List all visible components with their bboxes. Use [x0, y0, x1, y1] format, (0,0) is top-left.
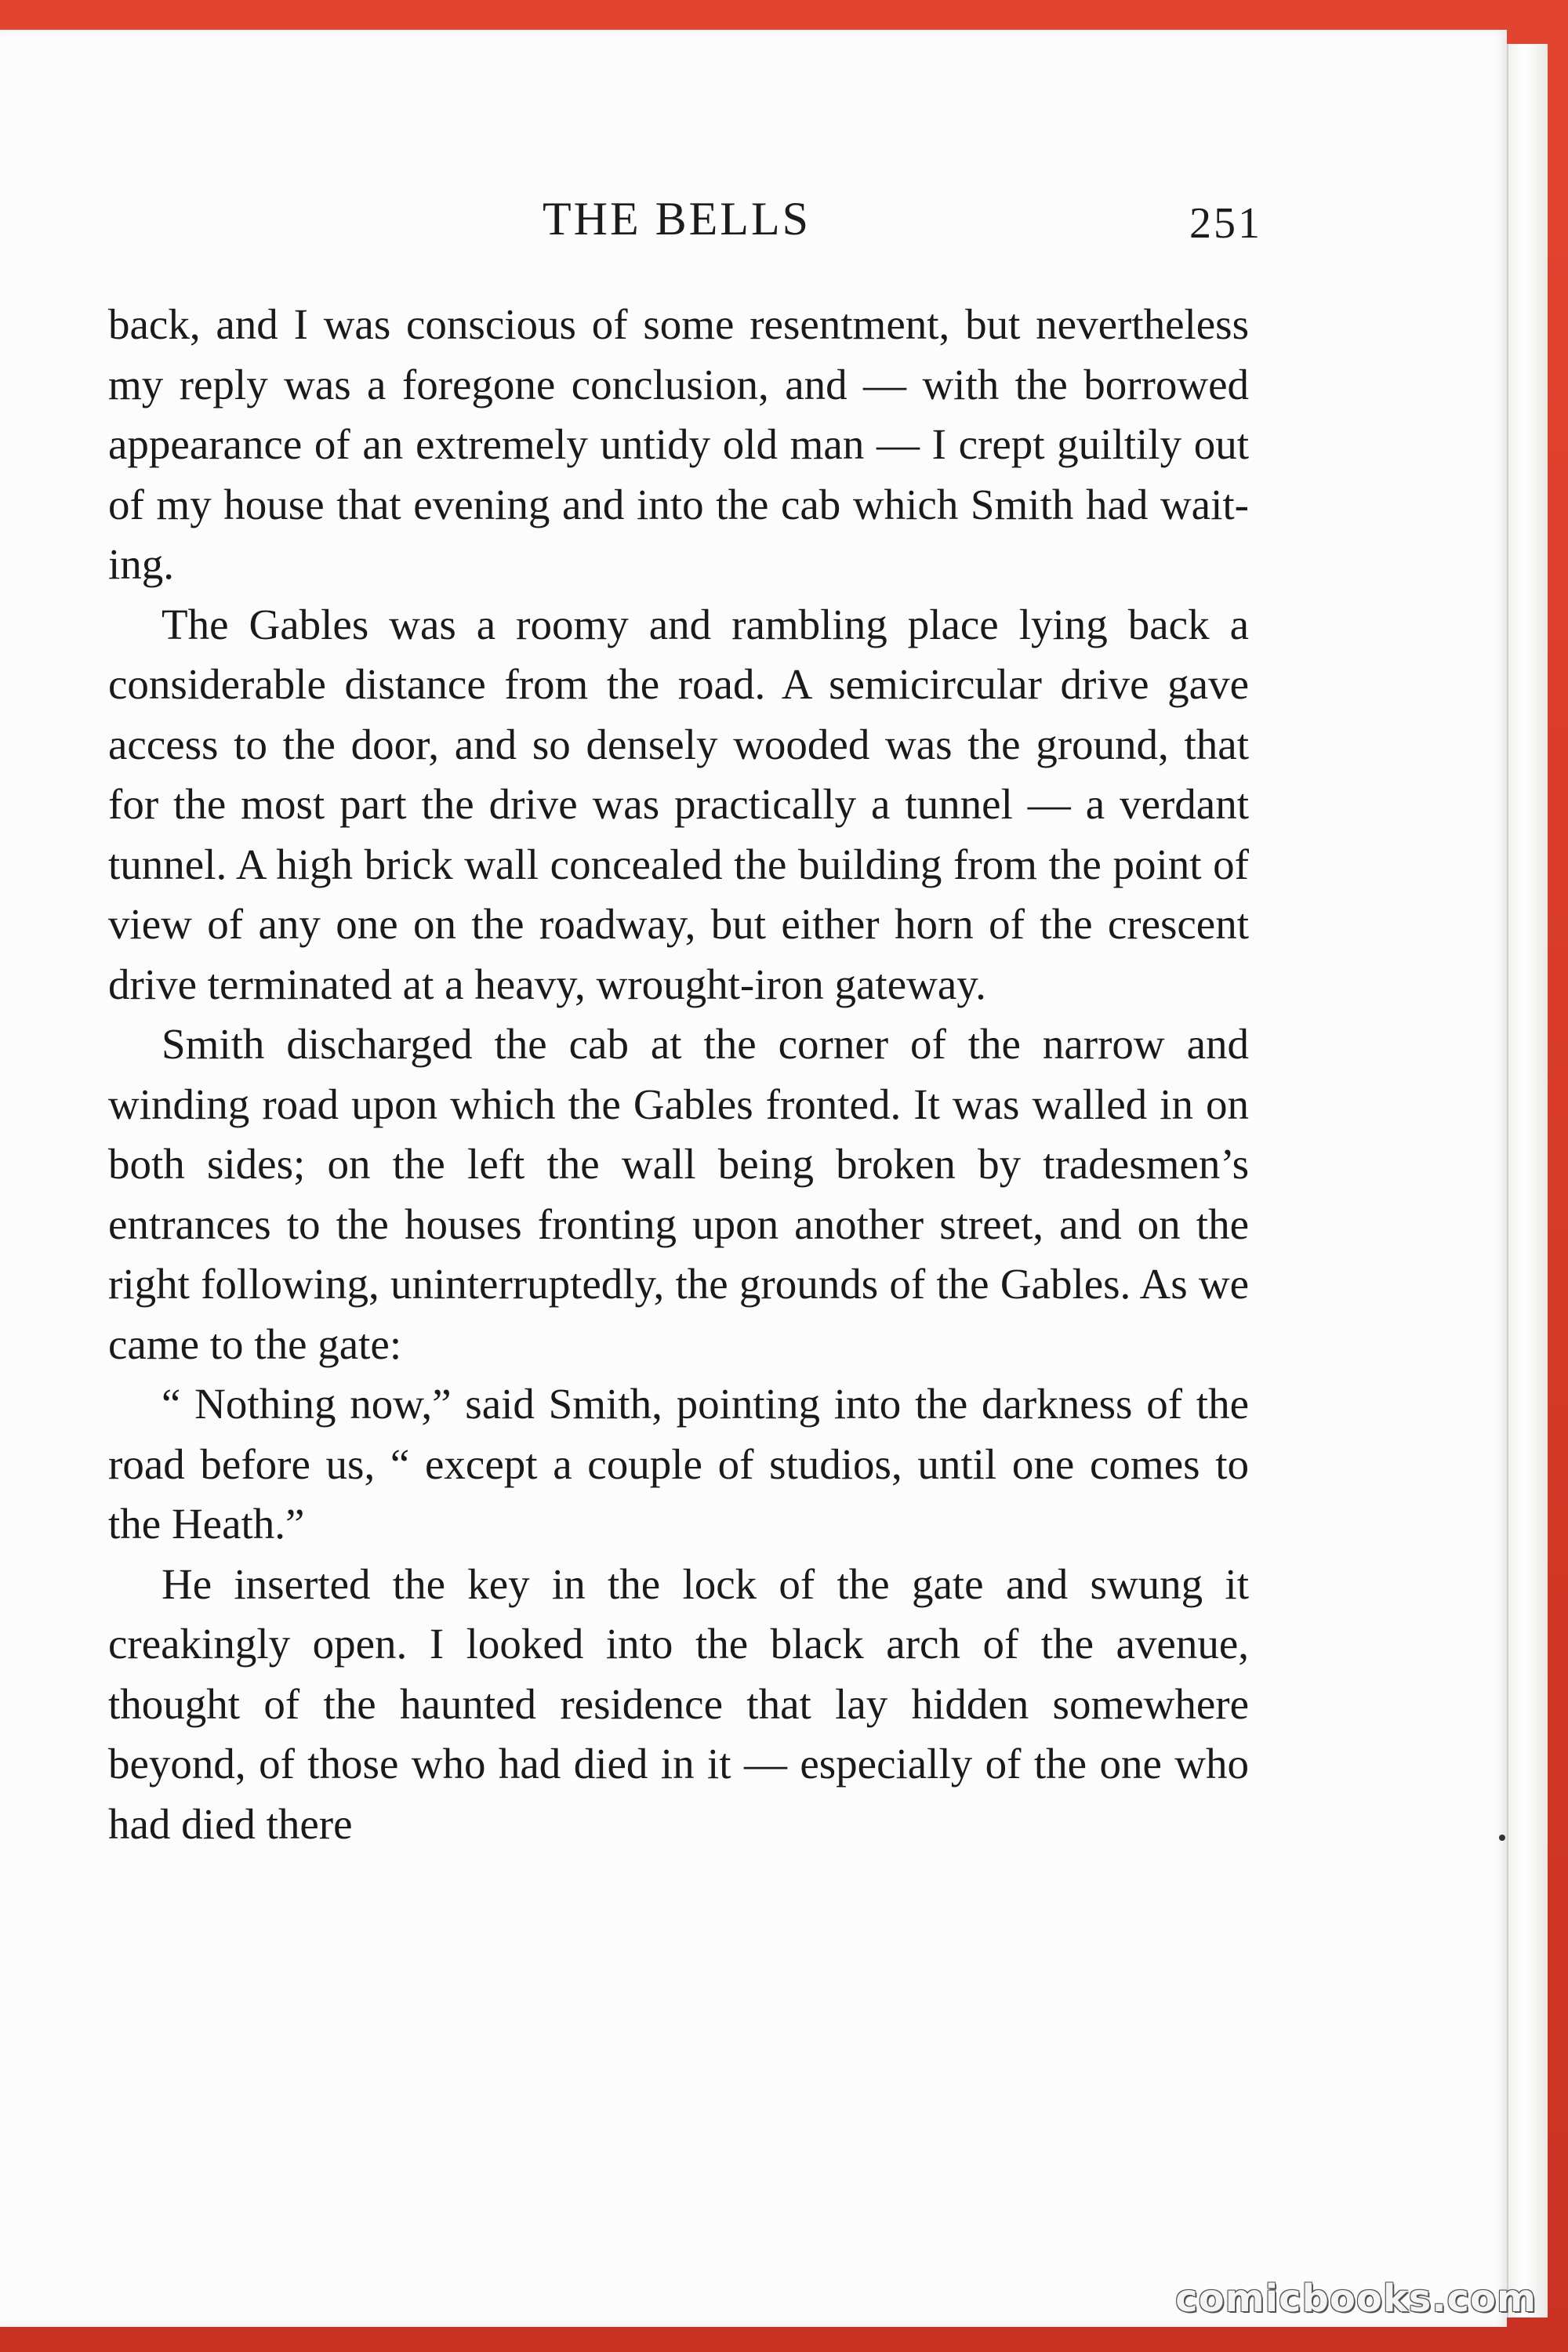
- watermark-logo: comicbooks.com: [1175, 2277, 1537, 2321]
- paragraph: “ Nothing now,” said Smith, pointing into the darkness of the road before us, “ except a couple of studios, until one comes to the Heath.”: [108, 1380, 1249, 1548]
- speck-mark: [1499, 1835, 1505, 1841]
- paragraph: Smith discharged the cab at the corner of the narrow and winding road upon which the Gables fronted. It was walled in on both sides; on the left the wall being broken by tradesmen’s entrances to the houses fronting upon another street, and on the right following, uninterruptedly, the grounds of the Gables. As we came to the gate:: [108, 1020, 1249, 1368]
- paragraph: back, and I was conscious of some resentment, but nevertheless my reply was a foregone conclusion, and — with the borrowed appearance of an extremely untidy old man — I crept guiltily out of my house that evening and into the cab which Smith had waiting.: [108, 300, 1249, 588]
- running-head: THE BELLS: [543, 193, 811, 245]
- paragraph: The Gables was a roomy and rambling place lying back a considerable distance from the road. A semicircular drive gave access to the door, and so densely wooded was the ground, that for the most part the drive was practically a tunnel — a verdant tunnel. A high brick wall concealed the building from the point of view of any one on the roadway, but either horn of the crescent drive terminated at a heavy, wrought-iron gateway.: [108, 600, 1249, 1008]
- page-number: 251: [1189, 199, 1262, 248]
- page-header: [108, 192, 1262, 255]
- paragraph: He inserted the key in the lock of the gate and swung it creakingly open. I looked into the black arch of the avenue, thought of the haunted residence that lay hidden somewhere beyond, of those who had died in it — especially of the one who had died there: [108, 1559, 1249, 1848]
- body-text: [108, 295, 1249, 1854]
- page-edges: [1507, 44, 1548, 2318]
